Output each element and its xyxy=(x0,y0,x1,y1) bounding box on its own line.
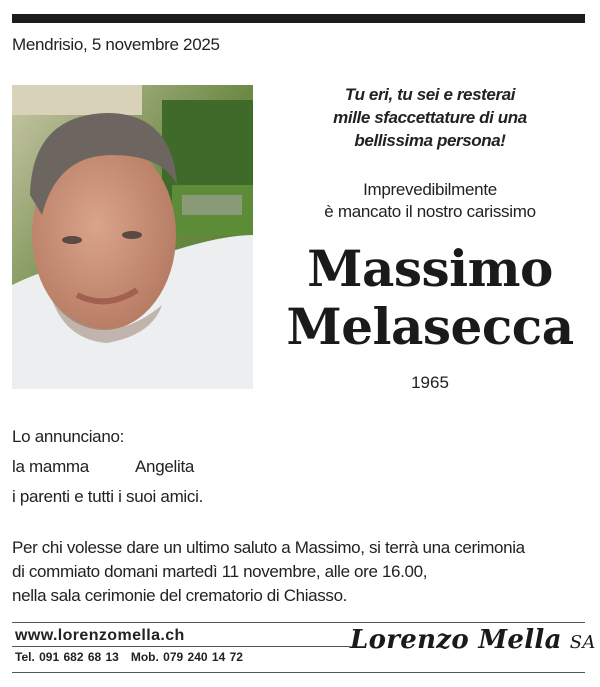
ceremony-line: nella sala cerimonie del crematorio di Chiasso. xyxy=(12,586,348,605)
deceased-name xyxy=(280,240,580,356)
relative-row xyxy=(12,452,203,482)
quote-line: bellissima persona! xyxy=(354,131,506,150)
brand-suffix: SA xyxy=(569,632,596,653)
phone-mobile: Mob. 079 240 14 72 xyxy=(130,650,243,664)
footer-top-rule xyxy=(12,622,585,623)
intro-line: Imprevedibilmente xyxy=(363,180,497,199)
funeral-home-phones xyxy=(15,650,243,664)
last-name: Melasecca xyxy=(286,297,574,356)
funeral-home-logo xyxy=(350,625,596,655)
ceremony-notice xyxy=(12,536,592,608)
quote-line: Tu eri, tu sei e resterai xyxy=(344,85,516,104)
footer-bottom-rule xyxy=(12,672,585,673)
relative-relation: la mamma xyxy=(12,457,89,476)
first-name: Massimo xyxy=(307,239,553,298)
announcement-heading: Lo annunciano: xyxy=(12,427,125,446)
place-date: Mendrisio, 5 novembre 2025 xyxy=(12,35,220,54)
top-rule xyxy=(12,14,585,23)
brand-name: Lorenzo Mella xyxy=(350,625,562,655)
quote-line: mille sfaccettature di una xyxy=(333,108,527,127)
funeral-home-website[interactable]: www.lorenzomella.ch xyxy=(15,627,185,644)
portrait-photo xyxy=(12,85,253,389)
ceremony-line: di commiato domani martedì 11 novembre, alle ore 16.00, xyxy=(12,562,428,581)
birth-year: 1965 xyxy=(411,373,449,392)
website-underline xyxy=(12,646,350,647)
announcement-others: i parenti e tutti i suoi amici. xyxy=(12,487,204,506)
intro-line: è mancato il nostro carissimo xyxy=(324,202,536,221)
relative-name: Angelita xyxy=(135,457,195,476)
ceremony-line: Per chi volesse dare un ultimo saluto a Massimo, si terrà una cerimonia xyxy=(12,538,525,557)
phone-tel: Tel. 091 682 68 13 xyxy=(15,650,119,664)
memorial-quote xyxy=(280,83,580,152)
portrait-image xyxy=(12,85,253,389)
announcement xyxy=(12,422,203,512)
death-intro xyxy=(280,179,580,223)
